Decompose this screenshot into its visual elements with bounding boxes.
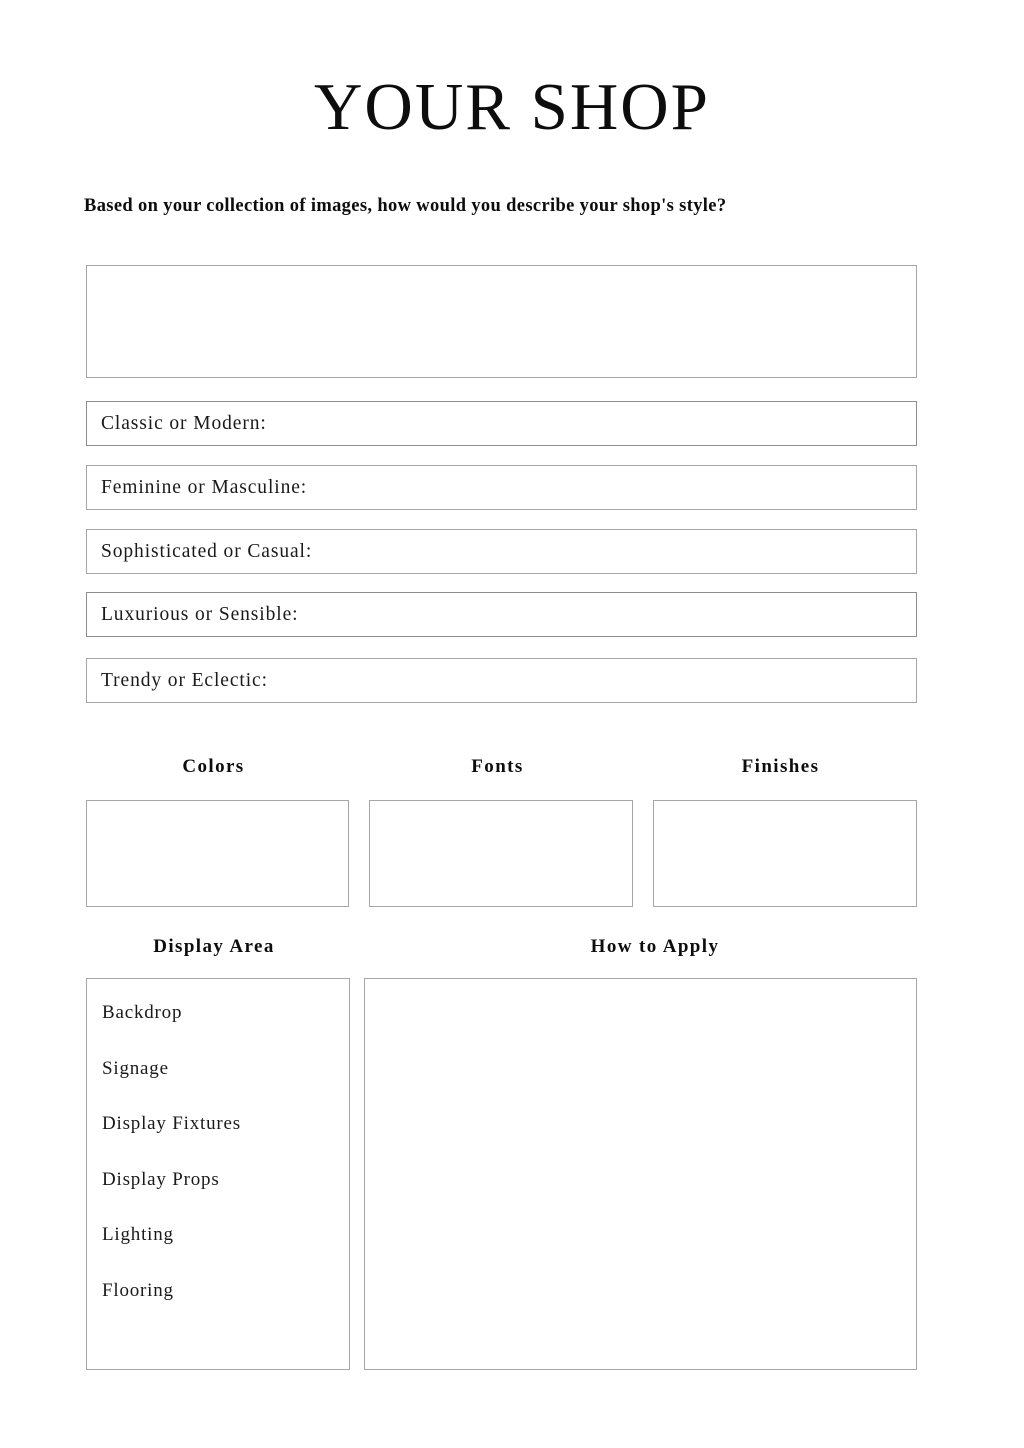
heading-colors: Colors — [182, 756, 245, 777]
field-trendy-or-eclectic[interactable] — [86, 658, 917, 703]
style-question-prompt: Based on your collection of images, how would you describe your shop's style? — [84, 196, 727, 216]
field-sophisticated-or-casual[interactable] — [86, 529, 917, 574]
how-to-apply-textarea[interactable] — [364, 978, 917, 1370]
field-label: Feminine or Masculine: — [101, 476, 308, 498]
field-label: Luxurious or Sensible: — [101, 603, 299, 625]
list-item: Backdrop — [102, 1002, 183, 1023]
colors-input-box[interactable] — [86, 800, 349, 907]
list-item: Signage — [102, 1057, 169, 1079]
field-feminine-or-masculine[interactable] — [86, 465, 917, 510]
field-luxurious-or-sensible[interactable] — [86, 592, 917, 637]
heading-display-area: Display Area — [153, 936, 275, 957]
style-description-textarea[interactable] — [86, 265, 917, 378]
display-area-box — [86, 978, 350, 1370]
list-item: Display Props — [102, 1168, 220, 1190]
field-label: Sophisticated or Casual: — [101, 540, 313, 562]
heading-fonts: Fonts — [471, 756, 524, 777]
heading-finishes: Finishes — [741, 756, 820, 777]
list-item: Flooring — [102, 1279, 174, 1301]
display-area-list — [87, 979, 349, 1336]
fonts-input-box[interactable] — [369, 800, 633, 907]
field-label: Trendy or Eclectic: — [101, 669, 268, 691]
list-item: Lighting — [102, 1224, 174, 1245]
heading-how-to-apply: How to Apply — [590, 936, 720, 957]
field-classic-or-modern[interactable] — [86, 401, 917, 446]
finishes-input-box[interactable] — [653, 800, 917, 907]
list-item: Display Fixtures — [102, 1113, 241, 1134]
page-title: YOUR SHOP — [314, 70, 710, 144]
field-label: Classic or Modern: — [101, 412, 267, 434]
